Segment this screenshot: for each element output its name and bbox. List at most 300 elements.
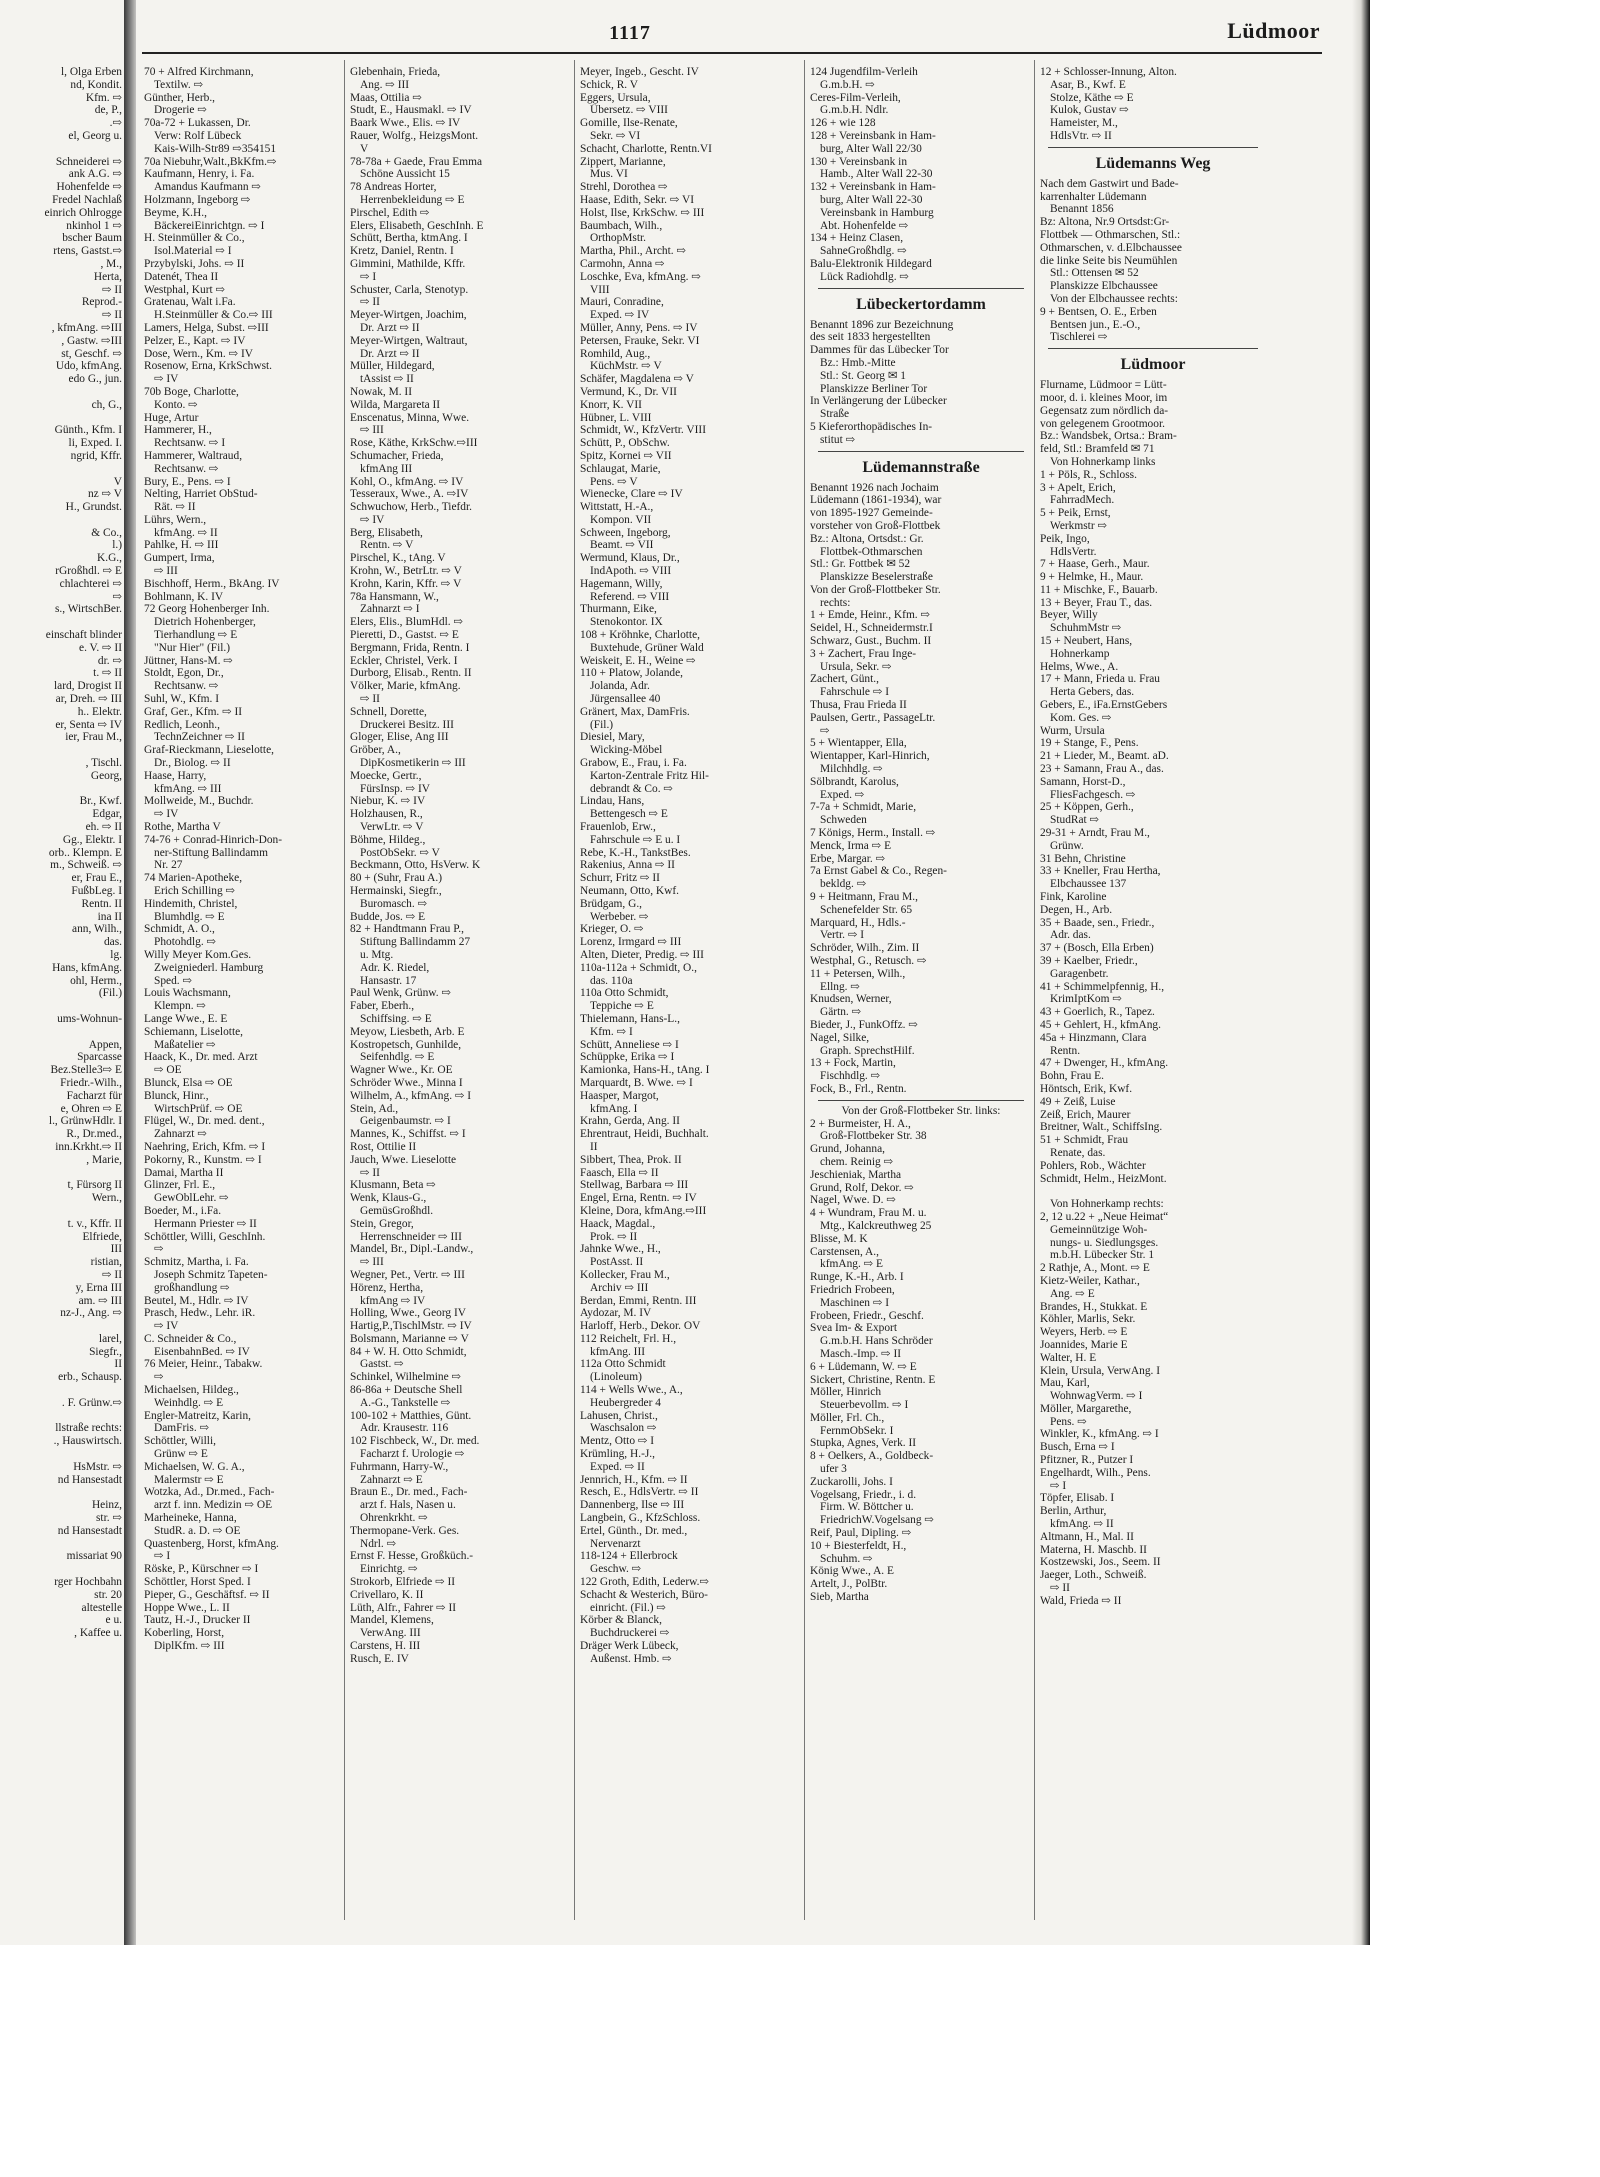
directory-entry: BäckereiEinrichtgn. ⇨ I [154, 219, 265, 232]
directory-entry: 70a-72 + Lukassen, Dr. [144, 117, 251, 130]
directory-entry: Archiv ⇨ III [590, 1281, 649, 1294]
directory-entry: Pens. ⇨ V [590, 475, 638, 488]
directory-entry: Von Hohnerkamp links [1050, 455, 1156, 468]
directory-entry: Wilda, Margareta II [350, 398, 441, 411]
directory-entry: von gelegenem Grootmoor. [1040, 417, 1165, 430]
directory-entry: Dose, Wern., Km. ⇨ IV [144, 347, 254, 360]
directory-entry: Tierhandlung ⇨ E [154, 629, 238, 642]
directory-entry: Appen, [88, 1038, 122, 1051]
directory-entry: V [360, 142, 369, 155]
directory-entry: 110a-112a + Schmidt, O., [580, 961, 697, 974]
directory-entry: Beckmann, Otto, HsVerw. K [350, 859, 481, 872]
directory-entry: Rät. ⇨ II [154, 501, 196, 514]
directory-entry: Prok. ⇨ II [590, 1230, 638, 1243]
directory-entry: Mauri, Conradine, [580, 296, 664, 309]
directory-entry: ⇨ I [360, 270, 377, 283]
directory-entry: Heubergreder 4 [590, 1396, 661, 1409]
directory-entry [0, 412, 122, 425]
directory-entry: (Fil.) [98, 987, 122, 1000]
directory-entry: Reif, Paul, Dipling. ⇨ [810, 1527, 912, 1540]
directory-entry: Schüppke, Erika ⇨ I [580, 1051, 675, 1064]
directory-entry: Hansastr. 17 [360, 974, 417, 987]
directory-entry: Amandus Kaufmann ⇨ [154, 181, 261, 194]
directory-entry: Planskizze Elbchaussee [1050, 280, 1158, 293]
directory-entry: Walter, H. E [1040, 1351, 1097, 1364]
directory-entry: Schween, Ingeborg, [580, 526, 671, 539]
directory-entry: , Kaffee u. [74, 1627, 122, 1640]
directory-entry: Kais-Wilh-Str89 ⇨354151 [154, 142, 277, 155]
directory-entry [0, 1167, 122, 1180]
directory-entry: Schweden [820, 814, 867, 827]
directory-entry: Tautz, H.-J., Drucker II [144, 1614, 251, 1627]
directory-entry: Lange Wwe., E. E [144, 1012, 228, 1025]
directory-entry: 17 + Mann, Frieda u. Frau [1040, 673, 1160, 686]
directory-entry: 13 + Beyer, Frau T., das. [1040, 596, 1153, 609]
directory-entry: Planskizze Beselerstraße [820, 571, 933, 584]
directory-entry: nz ⇨ V [87, 488, 122, 501]
directory-entry: Berlin, Arthur, [1040, 1505, 1107, 1518]
directory-entry: Planskizze Berliner Tor [820, 382, 928, 395]
directory-entry: Schäfer, Magdalena ⇨ V [580, 373, 694, 386]
street-description [810, 319, 1032, 447]
directory-entry: Gastst. ⇨ [360, 1358, 404, 1371]
directory-entry: Marquardt, B. Wwe. ⇨ I [580, 1076, 693, 1089]
directory-entry: StudRat ⇨ [1050, 814, 1100, 827]
cut-off-left-column [0, 66, 122, 1926]
directory-entry: Seifenhdlg. ⇨ E [360, 1051, 435, 1064]
directory-entry: str. 20 [94, 1588, 122, 1601]
directory-entry: 9 + Helmke, H., Maur. [1040, 571, 1144, 584]
directory-entry: Maßatelier ⇨ [154, 1038, 216, 1051]
directory-entry: Blumhdlg. ⇨ E [154, 910, 225, 923]
directory-entry: EisenbahnBed. ⇨ IV [154, 1345, 250, 1358]
directory-entry: Herta Gebers, das. [1050, 686, 1135, 699]
directory-entry: Friedrich Frobeen, [810, 1283, 895, 1296]
directory-entry: Günther, Herb., [144, 91, 216, 104]
directory-entry: Stenokontor. IX [590, 616, 663, 629]
directory-entry: Schmidt, Helm., HeizMont. [1040, 1172, 1167, 1185]
directory-entry: Artelt, J., PolBtr. [810, 1578, 888, 1591]
directory-entry [0, 1410, 122, 1423]
directory-entry: Zahnarzt ⇨ [154, 1128, 207, 1141]
directory-entry: Braun E., Dr. med., Fach- [350, 1486, 468, 1499]
directory-entry: "Nur Hier" (Fil.) [154, 641, 231, 654]
directory-entry: Hoppe Wwe., L. II [144, 1601, 230, 1614]
directory-entry: Michaelsen, W. G. A., [144, 1460, 245, 1473]
directory-entry: Bz.: Wandsbek, Ortsa.: Bram- [1040, 430, 1177, 443]
directory-entry: Enscenatus, Minna, Wwe. [350, 411, 470, 424]
directory-entry: lard, Drogist II [53, 680, 122, 693]
directory-entry: Stupka, Agnes, Verk. II [810, 1437, 917, 1450]
directory-entry: 70a Niebuhr,Walt.,BkKfm.⇨ [144, 155, 277, 168]
directory-entry: ⇨ III [360, 424, 384, 437]
directory-entry: Marheineke, Hanna, [144, 1512, 237, 1525]
directory-entry: Abt. Hohenfelde ⇨ [820, 219, 909, 232]
directory-entry: Graf-Rieckmann, Lieselotte, [144, 744, 274, 757]
directory-entry: Budde, Jos. ⇨ E [350, 910, 426, 923]
directory-entry: Rechtsanw. ⇨ [154, 462, 219, 475]
directory-entry: FußbLeg. I [71, 885, 122, 897]
directory-entry: kfmAng. ⇨ E [820, 1258, 884, 1271]
directory-entry: Schwarz, Gust., Buchm. II [810, 635, 932, 648]
directory-entry: OrthopMstr. [590, 232, 647, 245]
directory-entry: Bergmann, Frida, Rentn. I [350, 641, 470, 654]
street-entries-left-side [810, 1118, 1032, 1604]
directory-entry: Bentsen jun., E.-O., [1050, 318, 1141, 331]
directory-entry: Weinhdlg. ⇨ E [154, 1396, 224, 1409]
directory-entry: Menck, Irma ⇨ E [810, 839, 892, 852]
directory-entry: Strokorb, Elfriede ⇨ II [350, 1576, 456, 1589]
directory-entry: Flurname, Lüdmoor = Lütt- [1040, 379, 1167, 392]
directory-entry: Baumbach, Wilh., [580, 219, 663, 232]
directory-entry: Kietz-Weiler, Kathar., [1040, 1274, 1140, 1287]
directory-entry: ⇨ I [154, 1550, 171, 1563]
directory-entry: Zachert, Günt., [810, 673, 879, 686]
directory-entry: Nagel, Silke, [810, 1031, 870, 1044]
directory-entry: Jauch, Wwe. Lieselotte [350, 1153, 457, 1166]
directory-entry: Dr. Arzt ⇨ II [360, 321, 420, 334]
directory-entry: Zahnarzt ⇨ I [360, 603, 420, 616]
directory-entry: Jüttner, Hans-M. ⇨ [144, 654, 233, 667]
directory-entry: Erich Schilling ⇨ [154, 885, 236, 897]
directory-entry: Schöttler, Horst Sped. I [144, 1576, 251, 1589]
directory-entry: Stl.: St. Georg ✉ 1 [820, 369, 906, 382]
directory-entry: 110 + Platow, Jolande, [580, 667, 684, 680]
directory-entry [0, 1486, 122, 1499]
directory-entry: ⇨ I [1050, 1479, 1067, 1492]
directory-entry: Joannides, Marie E [1040, 1338, 1128, 1351]
directory-entry: 70b Boge, Charlotte, [144, 385, 239, 398]
directory-entry: kfmAng. I [590, 1102, 638, 1115]
directory-entry: 112a Otto Schmidt [580, 1358, 666, 1371]
directory-entry: Grund, Johanna, [810, 1143, 885, 1156]
directory-entry: Höntsch, Erik, Kwf. [1040, 1082, 1133, 1095]
directory-entry: 1 + Pöls, R., Schloss. [1040, 468, 1137, 481]
directory-entry: 31 Behn, Christine [1040, 852, 1126, 865]
directory-entry: Mandel, Br., Dipl.-Landw., [350, 1243, 474, 1256]
directory-entry: Paul Wenk, Grünw. ⇨ [350, 987, 452, 1000]
directory-entry: Lührs, Wern., [144, 513, 207, 526]
directory-entry: Ndrl. ⇨ [360, 1537, 397, 1550]
directory-entry: Werbeber. ⇨ [590, 910, 649, 923]
directory-entry: einschaft blinder [45, 629, 122, 642]
directory-entry: Herrenbekleidung ⇨ E [360, 193, 465, 206]
side-heading: Von der Groß-Flottbeker Str. links: [841, 1104, 1001, 1117]
directory-entry: arzt f. Hals, Nasen u. [360, 1499, 456, 1512]
directory-entry: H.Steinmüller & Co.⇨ III [154, 309, 273, 322]
directory-entry: Textilw. ⇨ [154, 78, 204, 91]
directory-entry [0, 143, 122, 156]
directory-entry: Neumann, Otto, Kwf. [580, 885, 680, 897]
directory-entry: G.m.b.H. Hans Schröder [820, 1335, 933, 1348]
directory-entry: Dr. Arzt ⇨ II [360, 347, 420, 360]
directory-entry: ch, G., [91, 398, 122, 411]
directory-entry: Moecke, Gertr., [350, 769, 422, 782]
section-rule [818, 288, 1024, 289]
directory-entry: Glinzer, Frl. E., [144, 1179, 216, 1192]
directory-entry: Rost, Ottilie II [350, 1140, 417, 1153]
directory-entry: Hamb., Alter Wall 22-30 [820, 168, 933, 181]
directory-entry: GewOblLehr. ⇨ [154, 1192, 229, 1205]
directory-entry: er, Senta ⇨ IV [55, 718, 122, 731]
directory-entry: ., Hauswirtsch. [53, 1435, 122, 1448]
directory-entry: ums-Wohnun- [57, 1012, 122, 1025]
directory-entry: Hammerer, Waltraud, [144, 449, 243, 462]
directory-entry: ⇨ II [360, 296, 380, 309]
directory-entry: FernmObSekr. I [820, 1424, 894, 1437]
directory-entry: ⇨ [820, 724, 830, 737]
directory-entry: debrandt & Co. ⇨ [590, 782, 673, 795]
directory-entry: Glebenhain, Frieda, [350, 66, 441, 78]
directory-entry: Elfriede, [82, 1230, 122, 1243]
directory-entry: 118-124 + Ellerbrock [580, 1550, 678, 1563]
column-5 [1040, 66, 1266, 1926]
directory-entry: 78 Andreas Horter, [350, 181, 437, 194]
directory-entry: nd, Kondit. [70, 78, 122, 91]
directory-entry: Pahlke, H. ⇨ III [144, 539, 219, 552]
directory-entry: Engelhardt, Wilh., Pens. [1040, 1466, 1151, 1479]
directory-entry: Gärtn. ⇨ [820, 1006, 862, 1019]
directory-entry: Photohdlg. ⇨ [154, 936, 217, 949]
directory-entry: ristian, [90, 1256, 122, 1269]
directory-entry: Balu-Elektronik Hildegard [810, 257, 932, 270]
street-entries [810, 609, 1032, 1095]
directory-entry: ner-Stiftung Ballindamm [154, 846, 268, 859]
directory-entry: erb., Schausp. [58, 1371, 122, 1384]
directory-entry: Stellwag, Barbara ⇨ III [580, 1179, 689, 1192]
directory-entry: 110a Otto Schmidt, [580, 987, 669, 1000]
directory-entry: 84 + W. H. Otto Schmidt, [350, 1345, 467, 1358]
directory-entry: Waschsalon ⇨ [590, 1422, 657, 1435]
directory-entry: Nach dem Gastwirt und Bade- [1040, 177, 1179, 190]
directory-entry: 43 + Goerlich, R., Tapez. [1040, 1006, 1155, 1019]
directory-entry: Heinz, [91, 1499, 122, 1512]
directory-entry [0, 1563, 122, 1576]
directory-entry: Diesiel, Mary, [580, 731, 645, 744]
directory-entry [0, 744, 122, 757]
directory-entry [0, 463, 122, 476]
directory-entry: Steuerbevollm. ⇨ I [820, 1399, 909, 1412]
directory-entry: dr. ⇨ [97, 654, 122, 667]
directory-entry: Schuhm. ⇨ [820, 1552, 873, 1565]
directory-entry: Herta, [93, 270, 122, 283]
directory-entry: Siegfr., [89, 1345, 122, 1358]
directory-entry: Stein, Ad., [350, 1102, 399, 1115]
directory-entry: Westphal, G., Retusch. ⇨ [810, 955, 927, 967]
directory-entry: Thielemann, Hans-L., [580, 1012, 680, 1025]
directory-entry: Beutel, M., Hdlr. ⇨ IV [144, 1294, 249, 1307]
directory-entry: Bohn, Frau E. [1040, 1070, 1104, 1083]
directory-entry: Berdan, Emmi, Rentn. III [580, 1294, 697, 1307]
directory-entry: Dammes für das Lübecker Tor [810, 344, 949, 357]
directory-entry: 2 Rathje, A., Mont. ⇨ E [1040, 1262, 1150, 1275]
directory-entry: Zahnarzt ⇨ E [360, 1473, 423, 1486]
directory-entry: Konto. ⇨ [154, 398, 198, 411]
directory-entry [0, 1205, 122, 1218]
directory-entry: Udo, kfmAng. [55, 360, 122, 373]
directory-entry: das. [103, 936, 122, 949]
directory-entry: Meyer, Ingeb., Gescht. IV [580, 66, 699, 78]
directory-entry: 5 + Wientapper, Ella, [810, 737, 907, 750]
section-rule [818, 451, 1024, 452]
directory-entry: Rose, Käthe, KrkSchw.⇨III [350, 437, 478, 450]
directory-entry: Lindau, Hans, [580, 795, 645, 808]
column-rule [344, 60, 345, 1920]
directory-entry: kfmAng III [360, 462, 413, 475]
directory-entry: SchuhmMstr ⇨ [1050, 622, 1122, 635]
directory-entry: Strehl, Dorothea ⇨ [580, 181, 668, 194]
directory-entry: G.m.b.H. Ndlr. [820, 104, 889, 117]
directory-entry: von 1895-1927 Gemeinde- [810, 507, 933, 520]
directory-entry: t. v., Kffr. II [67, 1217, 122, 1230]
street-description [1040, 178, 1266, 344]
directory-entry: Vogelsang, Friedr., i. d. [810, 1488, 917, 1501]
directory-entry: 80 + (Suhr, Frau A.) [350, 872, 443, 885]
directory-entry: ⇨ OE [154, 1064, 182, 1077]
directory-entry: R., Dr.med., [66, 1128, 122, 1141]
directory-entry: 8 + Oelkers, A., Goldbeck- [810, 1450, 934, 1463]
directory-entry [0, 1000, 122, 1013]
directory-entry: Rechtsanw. ⇨ [154, 680, 219, 693]
directory-entry: Schiemann, Liselotte, [144, 1025, 244, 1038]
directory-entry: Benannt 1856 [1050, 203, 1114, 216]
directory-entry: kfmAng. ⇨ II [1050, 1518, 1114, 1531]
directory-entry: Körber & Blanck, [580, 1614, 662, 1627]
directory-entry: st, Geschf. ⇨ [61, 347, 122, 360]
directory-entry: ⇨ [154, 1371, 164, 1384]
directory-entry: Jolanda, Adr. [590, 680, 650, 693]
directory-entry: Möller, Hinrich [810, 1386, 882, 1399]
directory-entry: Faber, Eberh., [350, 1000, 415, 1013]
directory-entry: H., Grundst. [65, 501, 122, 514]
directory-entry: Schöne Aussicht 15 [360, 168, 450, 181]
directory-entry: Böhme, Hildeg., [350, 833, 426, 846]
directory-entry: Pfitzner, R., Putzer I [1040, 1454, 1134, 1467]
directory-entry: Zeiß, Erich, Maurer [1040, 1108, 1131, 1121]
directory-entry: burg, Alter Wall 22/30 [820, 142, 922, 155]
directory-entry: Exped. ⇨ [820, 788, 865, 801]
directory-entry: Buchdruckerei ⇨ [590, 1627, 670, 1640]
directory-entry: Beyme, K.H., [144, 206, 207, 219]
directory-entry: s., WirtschBer. [54, 603, 122, 616]
directory-entry: Schröder, Wilh., Zim. II [810, 942, 920, 955]
directory-entry: Joseph Schmitz Tapeten- [154, 1268, 268, 1281]
directory-entry: Günth., Kfm. I [54, 424, 122, 437]
directory-entry: , Gastw. ⇨III [61, 334, 122, 347]
directory-entry: das. 110a [590, 974, 633, 987]
directory-entry: Gröber, A., [350, 744, 401, 757]
directory-entry: Crivellaro, K. II [350, 1588, 424, 1601]
directory-entry: die linke Seite bis Neumühlen [1040, 254, 1178, 267]
directory-entry: 2 + Burmeister, H. A., [810, 1117, 911, 1130]
directory-entry: HdlsVertr. [1050, 545, 1097, 558]
directory-entry: . F. Grünw.⇨ [61, 1396, 122, 1409]
gutter-shadow [124, 0, 136, 1945]
directory-entry: Helms, Wwe., A. [1040, 660, 1119, 673]
directory-entry: Wegner, Pet., Vertr. ⇨ III [350, 1268, 465, 1281]
directory-entry: m., Schweiß. ⇨ [50, 859, 122, 872]
directory-entry: ohl, Herm., [70, 974, 122, 987]
directory-entry: feld, Stl.: Bramfeld ✉ 71 [1040, 443, 1155, 456]
directory-entry: nd Hansestadt [57, 1524, 122, 1537]
directory-entry: Nr. 27 [154, 859, 183, 872]
directory-entry: Bohlmann, K. IV [144, 590, 224, 603]
directory-entry: el, Georg u. [68, 129, 122, 142]
directory-entry: Stiftung Ballindamm 27 [360, 936, 471, 949]
directory-entry: Wientapper, Karl-Hinrich, [810, 750, 930, 763]
directory-entry: Weyers, Herb. ⇨ E [1040, 1326, 1128, 1339]
directory-entry: Buromasch. ⇨ [360, 897, 428, 910]
directory-entry: Malermstr ⇨ E [154, 1473, 224, 1486]
directory-entry: Kollecker, Frau M., [580, 1268, 670, 1281]
directory-entry: Sekr. ⇨ VI [590, 129, 641, 142]
directory-entry: Carmohn, Anna ⇨ [580, 257, 665, 270]
directory-entry: ufer 3 [820, 1463, 847, 1476]
directory-entry: ⇨ II [360, 693, 380, 706]
directory-entry: des seit 1833 hergestellten [810, 331, 931, 344]
directory-entry: Schacht, Charlotte, Rentn.VI [580, 142, 712, 155]
directory-entry: Ernst F. Hesse, Großküch.- [350, 1550, 474, 1563]
directory-entry: Fuhrmann, Harry-W., [350, 1460, 449, 1473]
directory-entry: Seidel, H., Schneidermstr.I [810, 622, 933, 635]
header-rule [142, 52, 1322, 54]
street-heading-luedmoor: Lüdmoor [1120, 356, 1186, 374]
directory-entry: rGroßhdl. ⇨ E [55, 565, 122, 578]
directory-entry: 108 + Kröhnke, Charlotte, [580, 629, 700, 642]
directory-entry: Bz.: Hmb.-Mitte [820, 356, 896, 369]
directory-entry: Wotzka, Ad., Dr.med., Fach- [144, 1486, 275, 1499]
directory-entry: Krahn, Gerda, Ang. II [580, 1115, 680, 1128]
directory-entry: Quastenberg, Horst, kfmAng. [144, 1537, 279, 1550]
directory-entry: 15 + Neubert, Hans, [1040, 635, 1133, 648]
directory-entry: Altmann, H., Mal. II [1040, 1530, 1134, 1543]
directory-entry: Wern., [91, 1192, 122, 1205]
directory-entry: III [110, 1243, 122, 1256]
directory-entry: 35 + Baade, sen., Friedr., [1040, 916, 1155, 929]
directory-entry: Meyer-Wirtgen, Waltraut, [350, 334, 468, 347]
directory-entry: Bieder, J., FunkOffz. ⇨ [810, 1018, 918, 1031]
directory-entry: Wurm, Ursula [1040, 724, 1105, 737]
column-4 [810, 66, 1032, 1926]
directory-entry: kfmAng. ⇨ II [154, 526, 218, 539]
directory-entry: Michaelsen, Hildeg., [144, 1384, 239, 1397]
directory-entry: Ehrentraut, Heidi, Buchhalt. [580, 1128, 709, 1141]
directory-entry: Rentn. II [81, 897, 122, 910]
directory-entry: Von der Groß-Flottbeker Str. [810, 583, 941, 596]
directory-entry: & Co., [91, 526, 122, 539]
directory-entry: Wienecke, Clare ⇨ IV [580, 488, 683, 501]
directory-entry: Gratenau, Walt i.Fa. [144, 296, 236, 309]
directory-entry: Loschke, Eva, kfmAng. ⇨ [580, 270, 701, 283]
directory-entry: Rentn. ⇨ V [360, 539, 414, 552]
directory-entry: 86-86a + Deutsche Shell [350, 1384, 463, 1397]
directory-entry: Rosenow, Erna, KrkSchwst. [144, 360, 273, 373]
directory-entry: 112 Reichelt, Frl. H., [580, 1332, 677, 1345]
directory-entry: Zippert, Marianne, [580, 155, 666, 168]
directory-entry: Kohl, O., kfmAng. ⇨ IV [350, 475, 464, 488]
directory-entry: 70 + Alfred Kirchmann, [144, 66, 254, 78]
directory-entry: Kom. Ges. ⇨ [1050, 711, 1112, 724]
directory-entry: Lamers, Helga, Subst. ⇨III [144, 321, 269, 334]
directory-entry: Schütt, Anneliese ⇨ I [580, 1038, 679, 1051]
directory-entry: Knorr, K. VII [580, 398, 642, 411]
directory-entry: de, P., [94, 104, 122, 117]
directory-entry: Sickert, Christine, Rentn. E [810, 1373, 936, 1386]
directory-entry: Prasch, Hedw., Lehr. iR. [144, 1307, 256, 1320]
directory-entry: FürsInsp. ⇨ IV [360, 782, 430, 795]
directory-entry: V [113, 475, 122, 488]
directory-entry: Durborg, Elisab., Rentn. II [350, 667, 472, 680]
